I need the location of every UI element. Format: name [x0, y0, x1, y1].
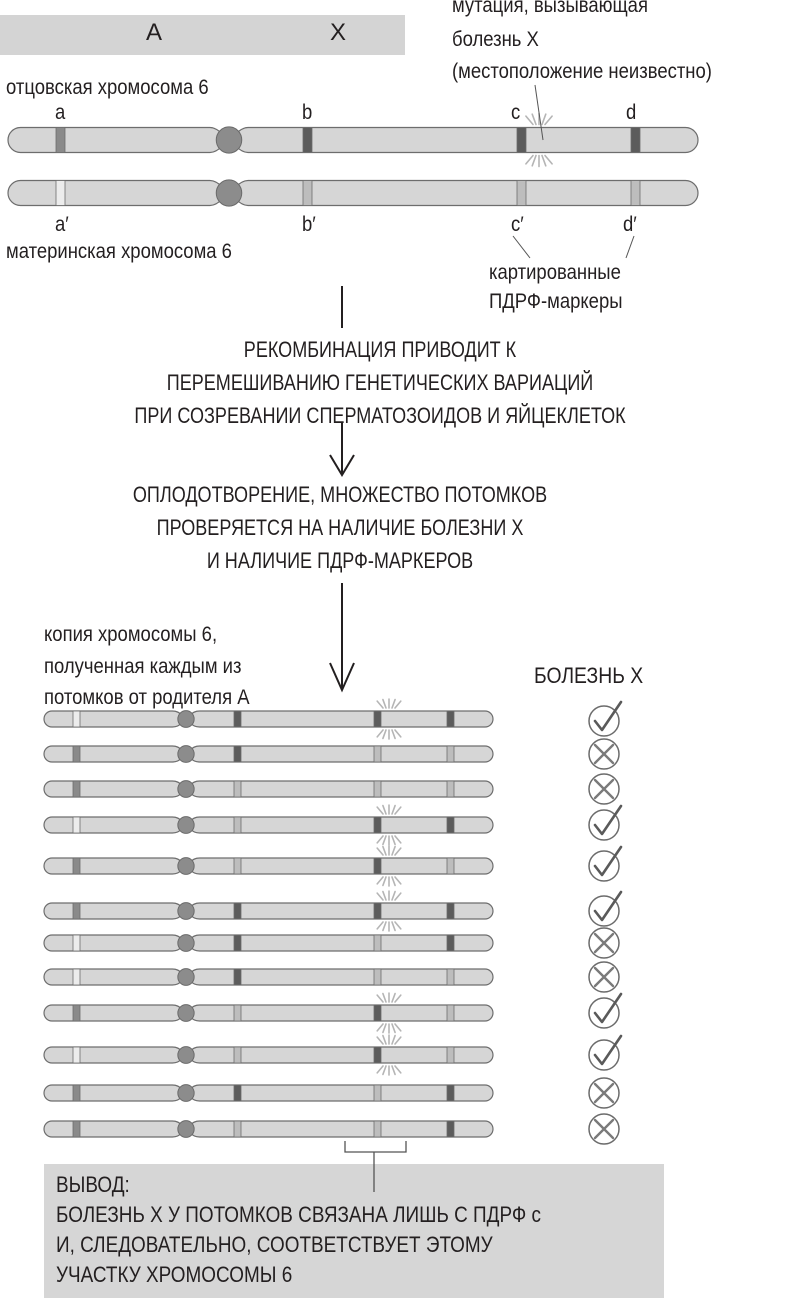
check-circle-icon [589, 994, 621, 1028]
marker-d-label: d [626, 101, 637, 124]
chromosome-body [44, 1005, 493, 1021]
marker-band-c [374, 746, 381, 762]
cross-circle-icon [589, 774, 619, 804]
centromere [178, 935, 194, 952]
chromosome-body [44, 858, 493, 874]
marker-band-b [234, 781, 241, 797]
marker-band-c [374, 1047, 381, 1063]
marker-band-d [631, 181, 640, 206]
marker-band-a [73, 1085, 80, 1101]
marker-a-label: a [55, 101, 66, 124]
marker-b-label: b [302, 101, 313, 124]
marker-band-c [374, 903, 381, 919]
chromosome-body [44, 1085, 493, 1101]
marker-band-c [374, 969, 381, 985]
marker-band-c [374, 1005, 381, 1021]
marker-band-a [73, 969, 80, 985]
parent-x-label: X [330, 19, 347, 46]
centromere [178, 858, 194, 875]
centromere [178, 969, 194, 986]
marker-band-d [447, 1085, 454, 1101]
marker-band-b [234, 746, 241, 762]
chromosome-body [44, 781, 493, 797]
offspring-chromosome-8 [44, 969, 493, 986]
marker-band-d [631, 128, 640, 153]
marker-band-b [234, 1005, 241, 1021]
marker-band-c [374, 858, 381, 874]
region-bracket [345, 1141, 406, 1192]
offspring-chromosome-12 [44, 1121, 493, 1138]
offspring-chromosome-7 [44, 935, 493, 952]
cross-circle-icon [589, 1114, 619, 1144]
offspring-caption-2: полученная каждым из [44, 655, 242, 678]
marker-band-d [447, 1005, 454, 1021]
chromosome-body [44, 903, 493, 919]
chromosome-body [44, 746, 493, 762]
recombination-line-2: ПЕРЕМЕШИВАНИЮ ГЕНЕТИЧЕСКИХ ВАРИАЦИЙ [166, 370, 594, 395]
marker-band-a [73, 858, 80, 874]
centromere [216, 127, 242, 153]
mutation-label-1: мутация, вызывающая [452, 0, 648, 17]
maternal-chromosome [8, 180, 698, 206]
marker-band-a [73, 746, 80, 762]
marker-band-a [56, 128, 65, 153]
marker-c-label: c [511, 101, 521, 124]
marker-band-b [234, 817, 241, 833]
recombination-line-3: ПРИ СОЗРЕВАНИИ СПЕРМАТОЗОИДОВ И ЯЙЦЕКЛЕТОК [134, 403, 626, 428]
offspring-caption-3: потомков от родителя A [44, 686, 250, 709]
centromere [178, 903, 194, 920]
cross-circle-icon [589, 962, 619, 992]
chromosome-body [44, 1121, 493, 1137]
offspring-chromosome-6 [44, 891, 493, 931]
marker-c-leader-line [513, 236, 530, 258]
chromosome-body [44, 711, 493, 727]
marker-d-leader-line [626, 236, 634, 258]
marker-band-d [447, 858, 454, 874]
marker-band-c [374, 711, 381, 727]
marker-band-d [447, 969, 454, 985]
marker-band-b [234, 903, 241, 919]
marker-band-b [234, 711, 241, 727]
markers-label-1: картированные [489, 261, 621, 284]
marker-band-a [73, 781, 80, 797]
marker-band-c [374, 781, 381, 797]
chromosome-body [44, 1047, 493, 1063]
centromere [216, 180, 242, 206]
chromosome-body [44, 969, 493, 985]
check-circle-icon [589, 1036, 621, 1070]
marker-band-d [447, 935, 454, 951]
check-circle-icon [589, 892, 621, 926]
marker-band-c [517, 181, 526, 206]
marker-band-b [234, 969, 241, 985]
marker-band-a [73, 817, 80, 833]
marker-band-d [447, 1121, 454, 1137]
marker-c-prime-label: c′ [511, 213, 524, 236]
conclusion-line-3: УЧАСТКУ ХРОМОСОМЫ 6 [56, 1262, 293, 1287]
cross-circle-icon [589, 928, 619, 958]
centromere [178, 711, 194, 728]
marker-band-d [447, 746, 454, 762]
marker-band-b [303, 181, 312, 206]
marker-band-b [234, 1085, 241, 1101]
disease-x-header: БОЛЕЗНЬ X [534, 663, 644, 688]
offspring-chromosome-11 [44, 1085, 493, 1102]
centromere [178, 781, 194, 798]
centromere [178, 1005, 194, 1022]
chromosome-body [8, 128, 698, 153]
conclusion-line-2: И, СЛЕДОВАТЕЛЬНО, СООТВЕТСТВУЕТ ЭТОМУ [56, 1232, 493, 1257]
offspring-chromosome-2 [44, 746, 493, 763]
marker-band-b [234, 1121, 241, 1137]
conclusion-line-1: БОЛЕЗНЬ X У ПОТОМКОВ СВЯЗАНА ЛИШЬ С ПДРФ c [56, 1202, 541, 1227]
markers-label-2: ПДРФ-маркеры [489, 290, 623, 313]
marker-band-a [73, 711, 80, 727]
offspring-chromosome-1 [44, 699, 493, 739]
marker-band-a [56, 181, 65, 206]
marker-band-c [374, 935, 381, 951]
cross-circle-icon [589, 739, 619, 769]
mutation-label-2: болезнь X [452, 28, 539, 51]
offspring-chromosome-9 [44, 993, 493, 1033]
marker-d-prime-label: d′ [623, 213, 637, 236]
fertilization-line-1: ОПЛОДОТВОРЕНИЕ, МНОЖЕСТВО ПОТОМКОВ [132, 482, 548, 507]
marker-band-a [73, 935, 80, 951]
centromere [178, 1047, 194, 1064]
paternal-chromosome [8, 114, 698, 167]
marker-band-a [73, 903, 80, 919]
marker-band-b [234, 1047, 241, 1063]
check-circle-icon [589, 847, 621, 881]
fertilization-line-2: ПРОВЕРЯЕТСЯ НА НАЛИЧИЕ БОЛЕЗНИ X [156, 515, 524, 540]
centromere [178, 817, 194, 834]
centromere [178, 1085, 194, 1102]
fertilization-line-3: И НАЛИЧИЕ ПДРФ-МАРКЕРОВ [206, 548, 474, 573]
conclusion-title: ВЫВОД: [56, 1172, 130, 1197]
parent-a-label: A [146, 19, 163, 46]
marker-band-d [447, 1047, 454, 1063]
arrow-down-icon [330, 422, 354, 475]
marker-band-a [73, 1121, 80, 1137]
centromere [178, 746, 194, 763]
marker-a-prime-label: a′ [55, 213, 69, 236]
marker-band-a [73, 1047, 80, 1063]
offspring-chromosome-5 [44, 846, 493, 886]
chromosome-body [8, 181, 698, 206]
offspring-caption-1: копия хромосомы 6, [44, 623, 218, 646]
offspring-chromosome-3 [44, 781, 493, 798]
mutation-label-3: (местоположение неизвестно) [452, 60, 712, 83]
marker-band-d [447, 903, 454, 919]
maternal-chromosome-label: материнская хромосома 6 [6, 240, 232, 263]
offspring-chromosome-10 [44, 1035, 493, 1075]
marker-b-prime-label: b′ [302, 213, 316, 236]
marker-band-d [447, 781, 454, 797]
recombination-line-1: РЕКОМБИНАЦИЯ ПРИВОДИТ К [243, 337, 517, 362]
centromere [178, 1121, 194, 1138]
marker-band-c [517, 128, 526, 153]
marker-band-d [447, 817, 454, 833]
chromosome-body [44, 817, 493, 833]
marker-band-d [447, 711, 454, 727]
check-circle-icon [589, 702, 621, 736]
marker-band-c [374, 1121, 381, 1137]
marker-band-a [73, 1005, 80, 1021]
chromosome-body [44, 935, 493, 951]
check-circle-icon [589, 806, 621, 840]
paternal-chromosome-label: отцовская хромосома 6 [6, 76, 209, 99]
offspring-chromosome-4 [44, 805, 493, 845]
marker-band-b [234, 935, 241, 951]
marker-band-b [303, 128, 312, 153]
arrow-down-icon [330, 583, 354, 690]
cross-circle-icon [589, 1078, 619, 1108]
marker-band-c [374, 817, 381, 833]
marker-band-c [374, 1085, 381, 1101]
marker-band-b [234, 858, 241, 874]
